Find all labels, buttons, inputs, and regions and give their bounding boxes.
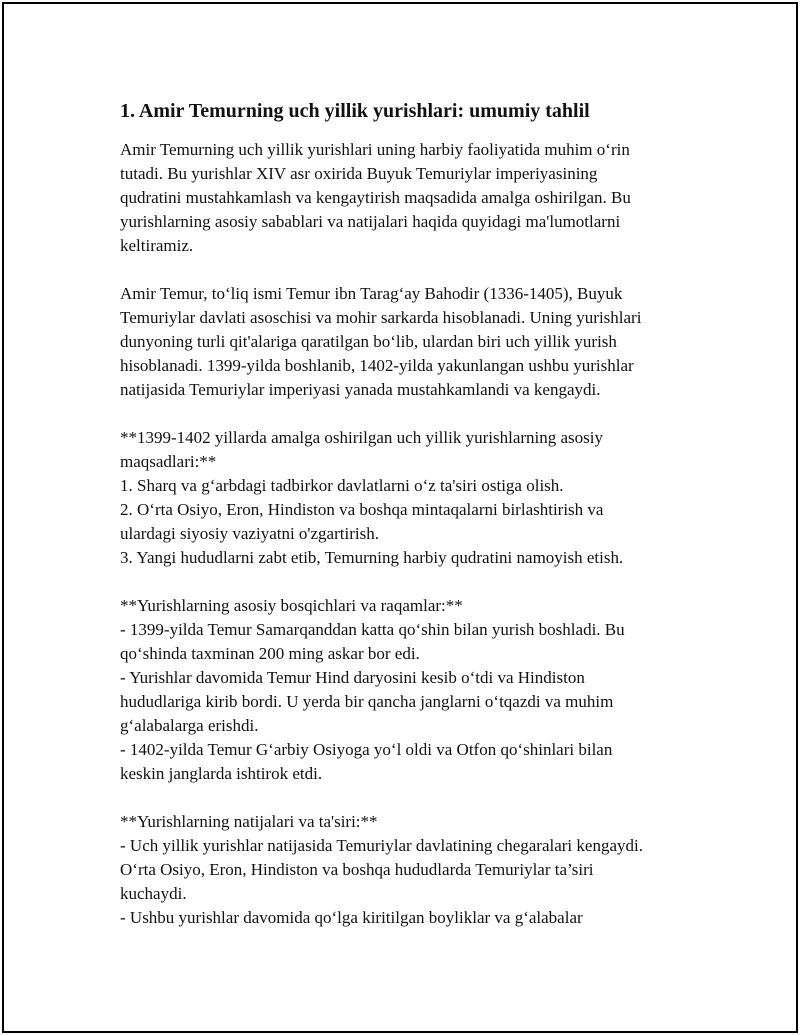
text-line: hududlariga kirib bordi. U yerda bir qancha janglarni o‘tqazdi va muhim [120, 692, 614, 711]
text-line: 1. Sharq va g‘arbdagi tadbirkor davlatlarni o‘z ta'siri ostiga olish. [120, 476, 564, 495]
paragraph [120, 426, 710, 570]
text-line: - Uch yillik yurishlar natijasida Temuriylar davlatining chegaralari kengaydi. [120, 836, 643, 855]
document-title: 1. Amir Temurning uch yillik yurishlari: umumiy tahlil [120, 100, 590, 122]
text-line: **Yurishlarning natijalari va ta'siri:** [120, 812, 378, 831]
document-body [120, 98, 710, 954]
text-line: **1399-1402 yillarda amalga oshirilgan uch yillik yurishlarning asosiy [120, 428, 603, 447]
text-line: hisoblanadi. 1399-yilda boshlanib, 1402-yilda yakunlangan ushbu yurishlar [120, 356, 634, 375]
text-line: - Yurishlar davomida Temur Hind daryosini kesib o‘tdi va Hindiston [120, 668, 585, 687]
text-line: Amir Temurning uch yillik yurishlari uning harbiy faoliyatida muhim o‘rin [120, 140, 630, 159]
text-line: - 1399-yilda Temur Samarqanddan katta qo‘shin bilan yurish boshladi. Bu [120, 620, 625, 639]
text-line: natijasida Temuriylar imperiyasi yanada mustahkamlandi va kengaydi. [120, 380, 601, 399]
text-line: 2. O‘rta Osiyo, Eron, Hindiston va boshqa mintaqalarni birlashtirish va [120, 500, 604, 519]
text-line: g‘alabalarga erishdi. [120, 716, 259, 735]
text-line: 3. Yangi hududlarni zabt etib, Temurning harbiy qudratini namoyish etish. [120, 548, 624, 567]
text-line: **Yurishlarning asosiy bosqichlari va raqamlar:** [120, 596, 463, 615]
text-line: qo‘shinda taxminan 200 ming askar bor edi. [120, 644, 420, 663]
text-line: qudratini mustahkamlash va kengaytirish maqsadida amalga oshirilgan. Bu [120, 188, 631, 207]
text-line: yurishlarning asosiy sabablari va natijalari haqida quyidagi ma'lumotlarni [120, 212, 621, 231]
text-line: ulardagi siyosiy vaziyatni o'zgartirish. [120, 524, 379, 543]
text-line: maqsadlari:** [120, 452, 217, 471]
text-line: kuchaydi. [120, 884, 187, 903]
text-line: O‘rta Osiyo, Eron, Hindiston va boshqa hududlarda Temuriylar ta’siri [120, 860, 594, 879]
text-line: - 1402-yilda Temur G‘arbiy Osiyoga yo‘l oldi va Otfon qo‘shinlari bilan [120, 740, 613, 759]
text-line: keltiramiz. [120, 236, 194, 255]
text-line: - Ushbu yurishlar davomida qo‘lga kiritilgan boyliklar va g‘alabalar [120, 908, 583, 927]
text-line: Temuriylar davlati asoschisi va mohir sarkarda hisoblanadi. Uning yurishlari [120, 308, 642, 327]
paragraph [120, 810, 710, 930]
page-frame [2, 2, 798, 1033]
paragraph-container [120, 138, 710, 930]
paragraph [120, 594, 710, 786]
text-line: Amir Temur, to‘liq ismi Temur ibn Tarag‘ay Bahodir (1336-1405), Buyuk [120, 284, 623, 303]
paragraph [120, 138, 710, 258]
text-line: keskin janglarda ishtirok etdi. [120, 764, 323, 783]
text-line: dunyoning turli qit'alariga qaratilgan bo‘lib, ulardan biri uch yillik yurish [120, 332, 617, 351]
paragraph [120, 282, 710, 402]
text-line: tutadi. Bu yurishlar XIV asr oxirida Buyuk Temuriylar imperiyasining [120, 164, 598, 183]
